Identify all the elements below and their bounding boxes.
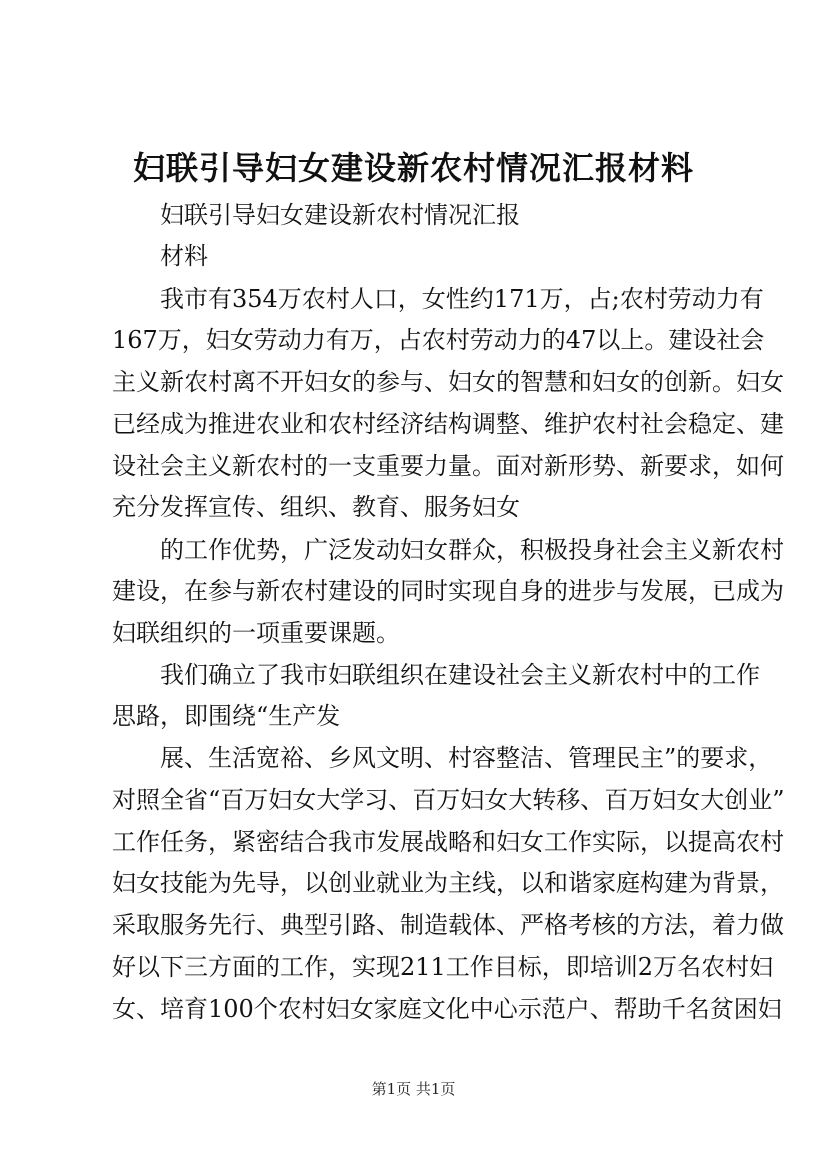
text-line: 思路，即围绕“生产发 xyxy=(112,702,341,730)
text-line: 我市有354万农村人口，女性约171万，占;农村劳动力有 xyxy=(160,285,764,313)
text-line: 已经成为推进农业和农村经济结构调整、维护农村社会稳定、建 xyxy=(112,410,784,438)
text-line: 充分发挥宣传、组织、教育、服务妇女 xyxy=(112,493,520,521)
document-title: 妇联引导妇女建设新农村情况汇报材料 xyxy=(132,149,694,187)
text-line: 的工作优势，广泛发动妇女群众，积极投身社会主义新农村 xyxy=(160,536,784,564)
text-line: 167万，妇女劳动力有万，占农村劳动力的47以上。建设社会 xyxy=(112,326,765,354)
text-line: 设社会主义新农村的一支重要力量。面对新形势、新要求，如何 xyxy=(112,452,784,480)
text-line: 工作任务，紧密结合我市发展战略和妇女工作实际，以提高农村 xyxy=(112,828,784,856)
text-line: 建设，在参与新农村建设的同时实现自身的进步与发展，已成为 xyxy=(112,577,784,605)
text-line: 对照全省“百万妇女大学习、百万妇女大转移、百万妇女大创业” xyxy=(112,786,785,814)
page-footer: 第1页 共1页 xyxy=(371,1080,456,1098)
text-line: 妇联组织的一项重要课题。 xyxy=(112,619,400,647)
text-line: 妇女技能为先导，以创业就业为主线，以和谐家庭构建为背景， xyxy=(112,869,784,897)
text-line: 主义新农村离不开妇女的参与、妇女的智慧和妇女的创新。妇女 xyxy=(112,368,784,396)
text-line: 展、生活宽裕、乡风文明、村容整洁、管理民主”的要求， xyxy=(160,744,773,772)
text-line: 女、培育100个农村妇女家庭文化中心示范户、帮助千名贫困妇 xyxy=(112,995,782,1023)
text-line: 材料 xyxy=(160,242,208,270)
text-line: 采取服务先行、典型引路、制造载体、严格考核的方法，着力做 xyxy=(112,911,784,939)
text-line: 好以下三方面的工作，实现211工作目标，即培训2万名农村妇 xyxy=(112,953,774,981)
text-line: 妇联引导妇女建设新农村情况汇报 xyxy=(160,201,520,229)
text-line: 我们确立了我市妇联组织在建设社会主义新农村中的工作 xyxy=(160,661,760,689)
